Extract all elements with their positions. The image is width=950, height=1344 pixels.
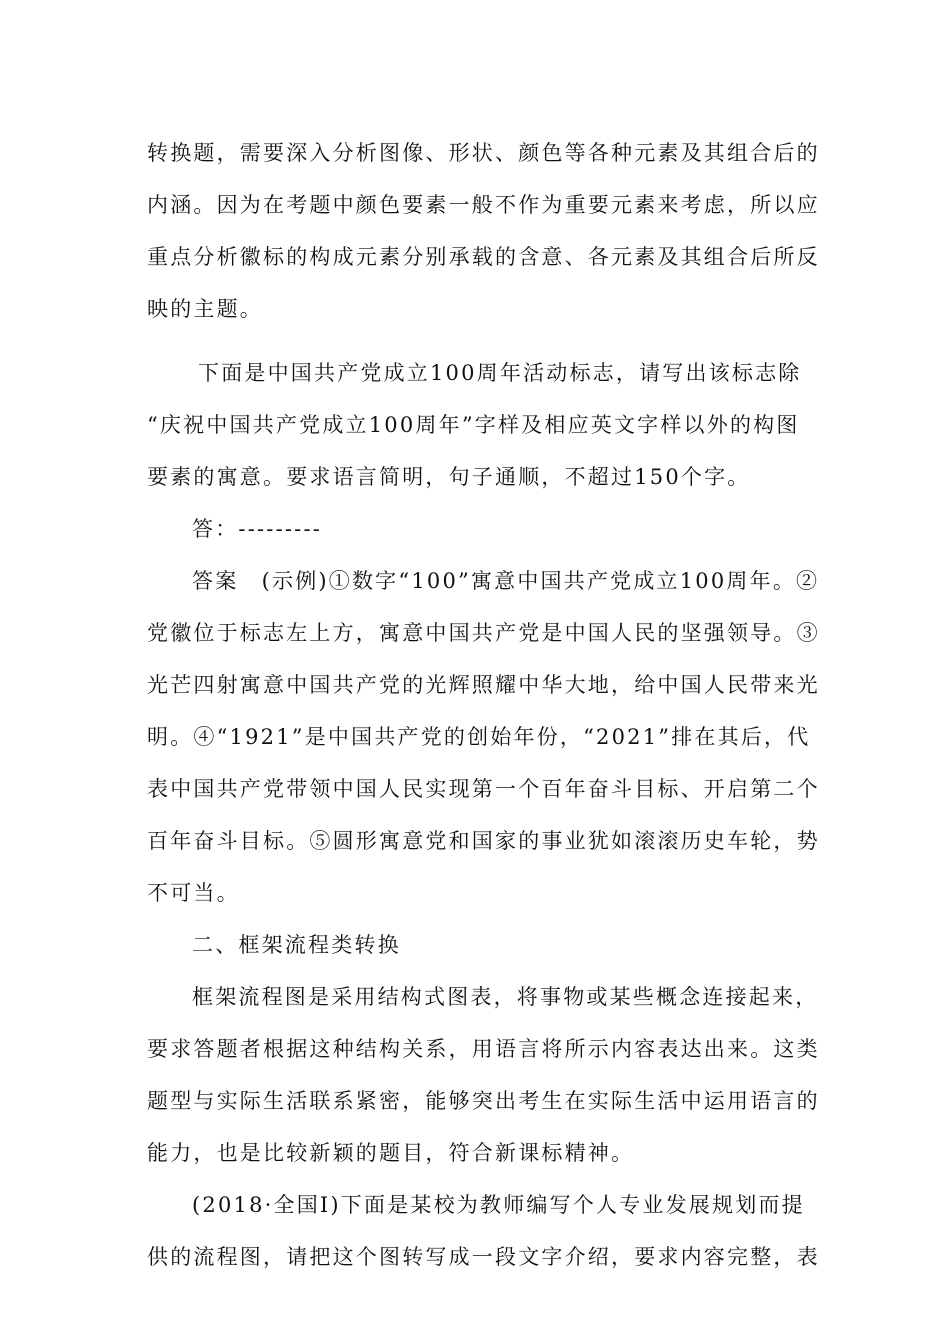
text-line: 映的主题。	[147, 297, 263, 321]
text-line: 表中国共产党带领中国人民实现第一个百年奋斗目标、开启第二个	[147, 777, 820, 801]
text-line: 重点分析徽标的构成元素分别承载的含意、各元素及其组合后所反	[147, 245, 820, 269]
text-line: 不可当。	[147, 881, 240, 905]
text-line: 光芒四射寓意中国共产党的光辉照耀中华大地，给中国人民带来光	[147, 673, 820, 697]
section-heading	[147, 925, 805, 977]
text-line: “庆祝中国共产党成立100周年”字样及相应英文字样以外的构图	[147, 413, 800, 437]
text-line: 要素的寓意。要求语言简明，句子通顺，不超过150个字。	[147, 465, 751, 489]
text-line: 明。④“1921”是中国共产党的创始年份，“2021”排在其后，代	[147, 725, 811, 749]
paragraph-framework-cont	[147, 1029, 820, 1185]
text-line: 答案 (示例)①数字“100”寓意中国共产党成立100周年。②	[192, 569, 820, 593]
text-line: (2018·全国Ⅰ)下面是某校为教师编写个人专业发展规划而提	[192, 1193, 805, 1217]
paragraph-answer-start	[147, 561, 820, 613]
text-line: 要求答题者根据这种结构关系，用语言将所示内容表达出来。这类	[147, 1037, 820, 1061]
text-line: 供的流程图，请把这个图转写成一段文字介绍，要求内容完整，表	[147, 1245, 820, 1269]
paragraph-framework-start	[147, 977, 819, 1029]
answer-blank	[147, 509, 805, 561]
paragraph-exam-cont	[147, 1237, 820, 1289]
text-line: 能力，也是比较新颖的题目，符合新课标精神。	[147, 1141, 635, 1165]
paragraph-answer-cont	[147, 613, 820, 925]
paragraph-question-cont	[147, 405, 805, 509]
text-line: 转换题，需要深入分析图像、形状、颜色等各种元素及其组合后的	[147, 141, 820, 165]
paragraph-question	[147, 353, 805, 405]
text-line: 框架流程图是采用结构式图表，将事物或某些概念连接起来，	[192, 985, 819, 1009]
text-line: 下面是中国共产党成立100周年活动标志，请写出该标志除	[198, 361, 802, 385]
text-line: 内涵。因为在考题中颜色要素一般不作为重要元素来考虑，所以应	[147, 193, 820, 217]
text-line: 题型与实际生活联系紧密，能够突出考生在实际生活中运用语言的	[147, 1089, 820, 1113]
paragraph-intro	[147, 133, 820, 341]
text-line: 百年奋斗目标。⑤圆形寓意党和国家的事业犹如滚滚历史车轮，势	[147, 829, 820, 853]
document-body	[147, 133, 820, 1289]
text-line: 党徽位于标志左上方，寓意中国共产党是中国人民的坚强领导。③	[147, 621, 820, 645]
paragraph-exam-start	[147, 1185, 805, 1237]
text-line: 答：---------	[192, 517, 323, 541]
text-line: 二、框架流程类转换	[192, 933, 401, 957]
